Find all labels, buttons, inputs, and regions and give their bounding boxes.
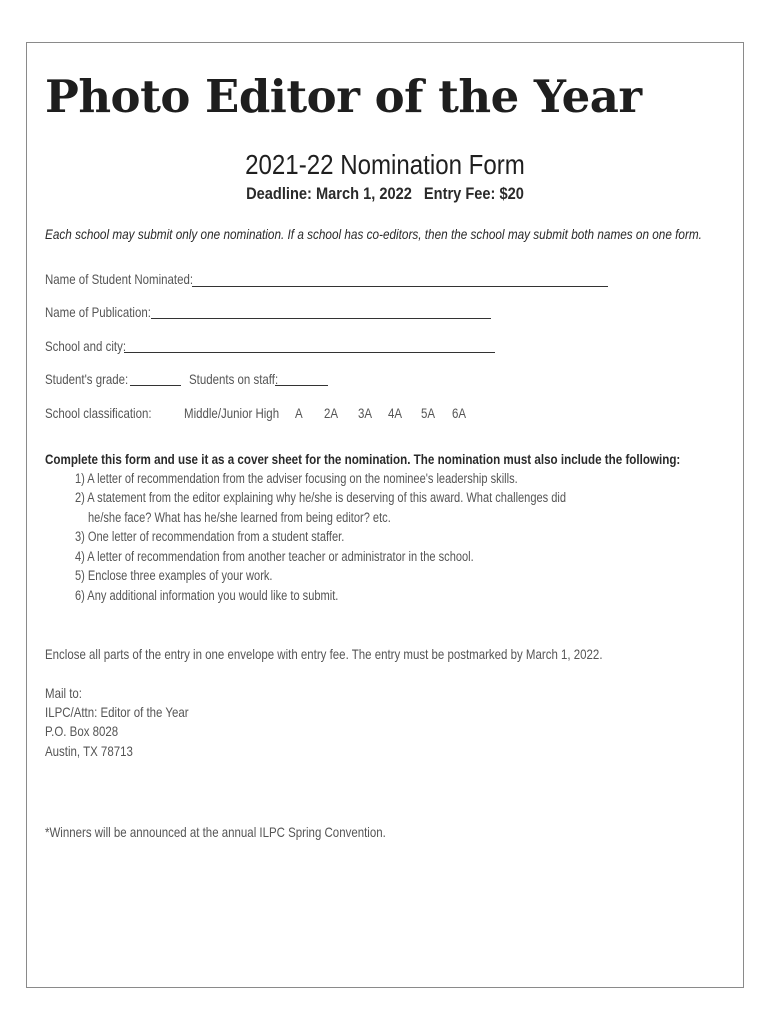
student-name-field[interactable]	[192, 286, 608, 287]
requirement-item: 2) A statement from the editor explaining why he/she is deserving of this award. What challenges did	[75, 490, 567, 505]
requirement-item: 3) One letter of recommendation from a student staffer.	[75, 529, 345, 544]
class-option-a[interactable]: A	[295, 405, 303, 421]
class-option-6a[interactable]: 6A	[452, 405, 467, 421]
mail-address-line: P.O. Box 8028	[45, 723, 119, 739]
student-name-label: Name of Student Nominated:	[45, 271, 194, 287]
class-option-2a[interactable]: 2A	[324, 405, 339, 421]
staff-field[interactable]	[275, 385, 328, 386]
school-city-label: School and city:	[45, 338, 127, 354]
form-subtitle: 2021-22 Nomination Form	[245, 149, 525, 180]
class-option-middle-junior-high[interactable]: Middle/Junior High	[184, 405, 280, 421]
class-option-3a[interactable]: 3A	[358, 405, 373, 421]
class-option-4a[interactable]: 4A	[388, 405, 403, 421]
requirement-item: 6) Any additional information you would like to submit.	[75, 588, 339, 603]
class-option-5a[interactable]: 5A	[421, 405, 436, 421]
staff-label: Students on staff:	[189, 371, 279, 387]
page-title: Photo Editor of the Year	[45, 70, 642, 123]
publication-field[interactable]	[151, 318, 491, 319]
requirement-item: 4) A letter of recommendation from another teacher or administrator in the school.	[75, 549, 474, 564]
requirement-item: 1) A letter of recommendation from the adviser focusing on the nominee's leadership skills.	[75, 471, 518, 486]
requirement-item: he/she face? What has he/she learned from being editor? etc.	[88, 510, 391, 525]
grade-field[interactable]	[130, 385, 181, 386]
school-city-field[interactable]	[124, 352, 495, 353]
enclose-note: Enclose all parts of the entry in one envelope with entry fee. The entry must be postmarked by March 1, 2022.	[45, 646, 603, 662]
instructions-heading: Complete this form and use it as a cover sheet for the nomination. The nomination must also include the following:	[45, 451, 681, 467]
grade-label: Student's grade:	[45, 371, 129, 387]
deadline-text: Deadline: March 1, 2022	[246, 184, 412, 203]
publication-label: Name of Publication:	[45, 304, 151, 320]
classification-label: School classification:	[45, 405, 152, 421]
mail-address-line: ILPC/Attn: Editor of the Year	[45, 704, 189, 720]
entry-fee-text: Entry Fee: $20	[423, 184, 524, 203]
requirement-item: 5) Enclose three examples of your work.	[75, 568, 273, 583]
mail-label: Mail to:	[45, 685, 83, 701]
mail-address-line: Austin, TX 78713	[45, 743, 133, 759]
footnote: *Winners will be announced at the annual ILPC Spring Convention.	[45, 824, 386, 840]
deadline-line	[54, 184, 716, 204]
intro-text: Each school may submit only one nomination. If a school has co-editors, then the school may submit both names on one form.	[45, 226, 702, 242]
